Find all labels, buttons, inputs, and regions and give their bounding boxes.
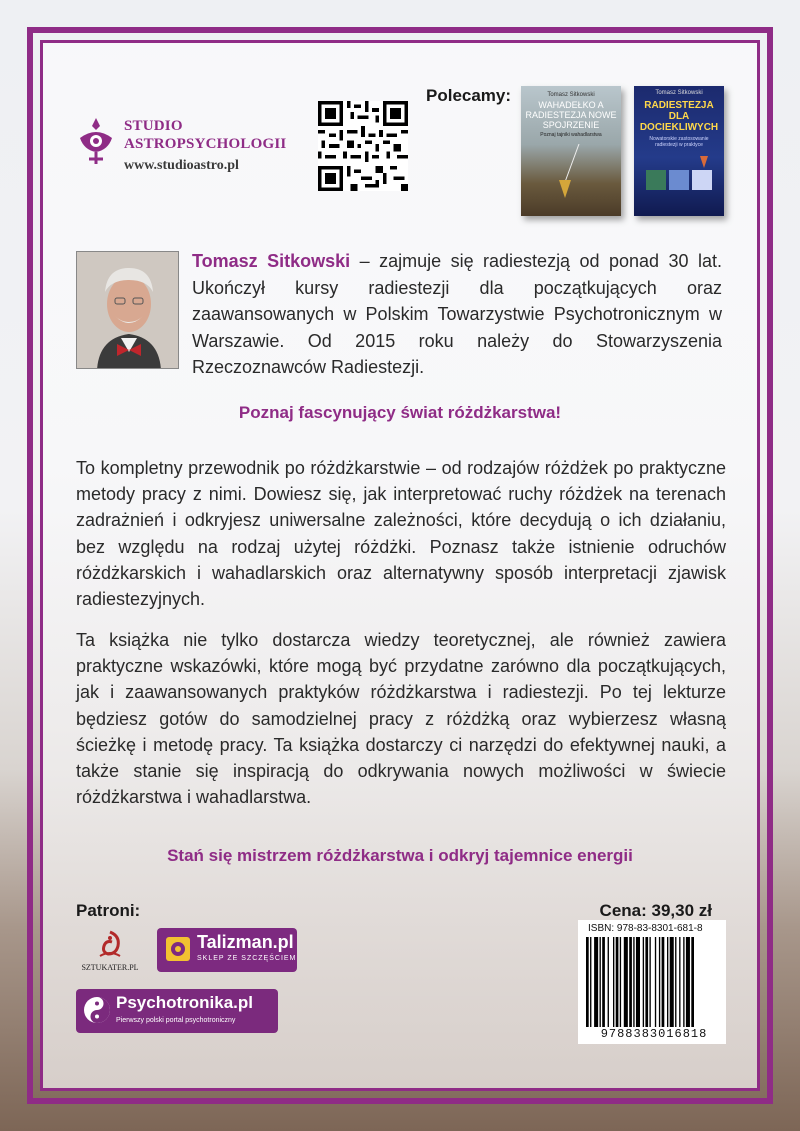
- studio-name-line1: STUDIO: [124, 118, 183, 134]
- isbn-text: ISBN: 978-83-8301-681-8: [588, 923, 703, 934]
- studio-emblem-icon: [76, 116, 116, 172]
- author-photo: [76, 251, 179, 369]
- talizman-logo[interactable]: [157, 928, 297, 972]
- talizman-name: Talizman.pl: [197, 932, 294, 952]
- recommended-book-1[interactable]: [521, 86, 621, 216]
- patrons-label: Patroni:: [76, 901, 141, 920]
- author-portrait-icon: [77, 252, 179, 369]
- headline-discover: Poznaj fascynujący świat różdżkarstwa!: [238, 403, 562, 422]
- description-paragraph-1: To kompletny przewodnik po różdżkarstwie – od rodzajów różdżek po praktyczne metody pracy z nimi. Dowiesz się, jak interpretować ruchy różdżek na terenach zadrażnień i odkryjesz uniwersalne zależności, które decydują o ich działaniu, bez względu na rodzaj użytej różdżki. Poznasz także istnienie odruchów różdżkarskich i wahadlarskich oraz alternatywny sposób interpretacji zjawisk radiestezyjnych.: [76, 458, 726, 610]
- barcode-bars-icon: [586, 937, 722, 1027]
- psychotronika-logo[interactable]: [76, 989, 278, 1033]
- book-title: RADIESTEZJA DLA DOCIEKLIWYCH: [639, 100, 719, 133]
- studio-name-line2: ASTROPSYCHOLOGII: [124, 136, 287, 152]
- book-subtitle: Poznaj tajniki wahadlarstwa: [540, 132, 602, 138]
- recommended-book-2[interactable]: [634, 86, 724, 216]
- headline-master: Stań się mistrzem różdżkarstwa i odkryj tajemnice energii: [167, 846, 633, 865]
- yin-yang-icon: [83, 996, 111, 1024]
- isbn-barcode: [578, 920, 726, 1044]
- author-bio-text: – zajmuje się radiestezją od ponad 30 lat. Ukończył kursy radiestezji dla początkujących oraz zaawansowanych w Polskim Towarzystwie Psychotronicznym w Warszawie. Od 2015 roku należy do Stowarzyszenia Rzeczoznawców Radiestezji.: [192, 251, 722, 377]
- pendulum-icon: [551, 144, 591, 204]
- psychotronika-name: Psychotronika.pl: [116, 993, 253, 1012]
- talizman-emblem-icon: [165, 936, 191, 962]
- description-paragraph-2: Ta książka nie tylko dostarcza wiedzy teoretycznej, ale również zawiera praktyczne wskazówki, które mogą być przydatne zarówno dla początkujących, jak i zaawansowanych praktyków różdżkarstwa i radiestezji. Po tej lekturze będziesz gotów do samodzielnej pracy z różdżką oraz wybierzesz własną ścieżkę i metodę pracy. Ta książka dostarczy ci narzędzi do efektywnej nauki, a także stanie się inspiracją do odkrywania nowych możliwości w świecie różdżkarstwa i wahadlarstwa.: [76, 630, 726, 808]
- qr-code-icon[interactable]: [318, 101, 408, 191]
- barcode-digits: 9788383016818: [600, 1027, 708, 1041]
- author-name: Tomasz Sitkowski: [192, 251, 351, 271]
- sztukater-label: SZTUKATER.PL: [81, 963, 139, 972]
- studio-logo[interactable]: [76, 112, 296, 182]
- dowsing-icon: [644, 156, 714, 206]
- studio-url[interactable]: www.studioastro.pl: [124, 158, 239, 173]
- talizman-tagline: SKLEP ZE SZCZĘŚCIEM: [197, 955, 297, 962]
- author-bio: [192, 248, 722, 381]
- book-author: Tomasz Sitkowski: [655, 90, 703, 96]
- psychotronika-tagline: Pierwszy polski portal psychotroniczny: [116, 1017, 236, 1024]
- book-title: WAHADEŁKO A RADIESTEZJA NOWE SPOJRZENIE: [525, 100, 617, 130]
- book-subtitle: Nowatorskie zastosowanie radiestezji w praktyce: [649, 136, 709, 148]
- price-label: Cena: 39,30 zł: [599, 901, 712, 920]
- sztukater-logo[interactable]: [76, 930, 144, 974]
- sztukater-emblem-icon: [94, 930, 126, 962]
- recommended-label: Polecamy:: [426, 86, 512, 105]
- book-author: Tomasz Sitkowski: [547, 92, 595, 98]
